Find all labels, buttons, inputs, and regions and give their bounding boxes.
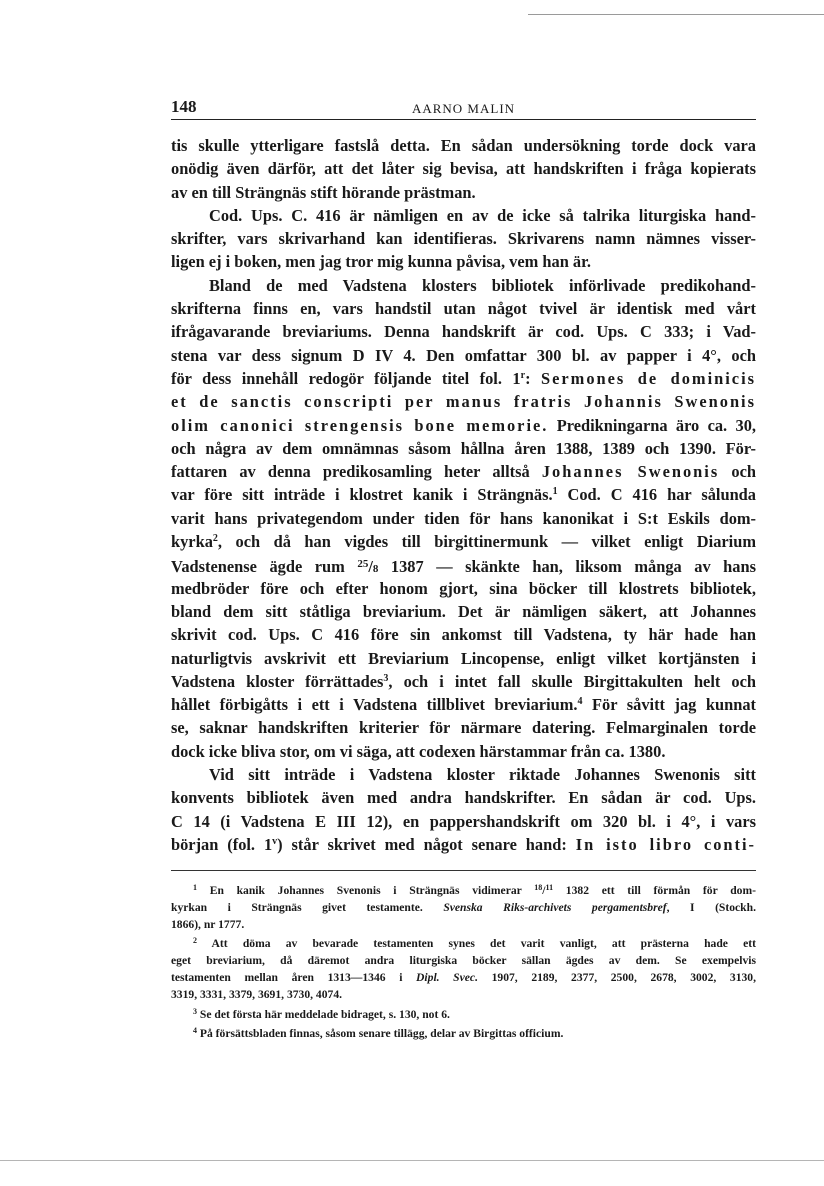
text-segment: och — [719, 462, 756, 482]
text-segment: 1387 — skänkte han, liksom många av hans — [378, 557, 756, 577]
text-segment: början (fol. 1 — [171, 834, 273, 854]
text-line — [171, 414, 756, 437]
text-segment: kyrkan i Strängnäs givet testamente. — [171, 900, 444, 914]
footnote-line — [171, 933, 756, 953]
text-segment: Predikningarna äro ca. 30, — [548, 415, 756, 435]
text-line: skrifterna finns en, vars handstil utan något tvivel är identisk med vårt — [171, 299, 756, 319]
text-segment: fattaren av denna predikosamling heter alltså — [171, 462, 542, 482]
text-segment: , och då han vigdes till birgittinermunk — vilket enligt Diarium — [217, 532, 756, 552]
text-line: dock icke bliva stor, om vi säga, att codexen härstammar från ca. 1380. — [171, 741, 666, 761]
footnotes — [171, 880, 756, 1043]
date-denominator: 11 — [545, 883, 554, 892]
spaced-latin-title: Sermones de dominicis — [541, 368, 757, 388]
footnote-line — [171, 970, 756, 987]
footnote-rule — [171, 870, 756, 871]
text-line — [171, 693, 756, 716]
scan-edge-bottom — [0, 1160, 824, 1161]
footnote-ref: 1 — [552, 486, 558, 498]
date-numerator: 18 — [534, 883, 543, 892]
text-segment: Se det första här meddelade bidraget, s. 130, not 6. — [199, 1007, 450, 1021]
text-line: varit hans privategendom under tiden för hans kanonikat i S:t Eskils dom- — [171, 508, 756, 528]
date-slash: / — [368, 557, 373, 577]
text-line — [171, 833, 756, 856]
footnote-line: 3319, 3331, 3379, 3691, 3730, 4074. — [171, 987, 343, 1001]
text-line: bland dem sitt ståtliga breviarium. Det är nämligen säkert, att Johannes — [171, 601, 756, 621]
text-segment: Att döma av bevarade testamenten synes det varit vanligt, att prästerna hade ett — [211, 937, 756, 951]
text-segment: 1382 ett till förmån för dom- — [553, 884, 756, 897]
text-line: stena var dess signum D IV 4. Den omfattar 300 bl. av papper i 4°, och — [171, 345, 756, 365]
footnote-number: 3 — [193, 1006, 197, 1016]
footnote-line — [171, 1004, 756, 1024]
text-line — [171, 530, 756, 553]
superscript: v — [272, 835, 278, 847]
spaced-latin-title: et de sanctis conscripti per manus fratris Johannis Swenonis — [171, 392, 756, 412]
text-line: av en till Strängnäs stift hörande prästman. — [171, 182, 476, 202]
text-line: och några av dem omnämnas såsom hållna åren 1388, 1389 och 1390. För- — [171, 438, 756, 458]
text-segment: : — [525, 368, 542, 388]
text-line: ligen ej i boken, men jag tror mig kunna påvisa, vem han är. — [171, 252, 591, 272]
text-line — [171, 367, 756, 390]
footnote-ref: 4 — [577, 696, 583, 708]
footnote-line: 1866), nr 1777. — [171, 917, 245, 931]
date-denominator: 8 — [372, 563, 379, 576]
text-line: skrifter, vars skrivarhand kan identifieras. Skrivarens namn nämnes visser- — [171, 229, 756, 249]
footnote-ref: 3 — [383, 672, 389, 684]
text-segment: En kanik Johannes Svenonis i Strängnäs vidimerar — [209, 884, 535, 897]
text-segment: hållet förbigåtts i ett i Vadstena tillblivet breviarium. — [171, 695, 578, 715]
text-segment: På försättsbladen finnas, såsom senare tillägg, delar av Birgittas officium. — [199, 1027, 564, 1041]
text-line: Bland de med Vadstena klosters bibliotek införlivade predikohand- — [209, 275, 756, 295]
text-segment: För såvitt jag kunnat — [582, 695, 757, 715]
footnote-number: 2 — [193, 936, 197, 946]
spaced-latin-title: olim canonici strengensis bone memorie. — [171, 415, 549, 435]
text-line — [171, 460, 756, 483]
footnote-ref: 2 — [212, 533, 218, 545]
text-line: skrivit cod. Ups. C 416 före sin ankomst till Vadstena, ty här hade han — [171, 625, 756, 645]
text-line: onödig även därför, att det låter sig bevisa, att handskriften i fråga kopierats — [171, 159, 756, 179]
text-segment: ) står skrivet med något senare hand: — [277, 834, 576, 854]
body-text — [171, 134, 756, 856]
text-segment: för dess innehåll redogör följande titel fol. 1 — [171, 368, 521, 388]
citation-title: Svenska Riks-archivets pergamentsbref — [443, 900, 667, 914]
spaced-latin-title: In isto libro conti- — [575, 834, 757, 854]
text-line: ifrågavarande breviariums. Denna handskrift är cod. Ups. C 333; i Vad- — [171, 322, 756, 342]
text-line: Cod. Ups. C. 416 är nämligen en av de icke så talrika liturgiska hand- — [209, 205, 756, 225]
text-line — [171, 483, 756, 506]
text-line — [171, 670, 756, 693]
date-slash: / — [542, 884, 546, 897]
citation-title: Dipl. Svec. — [416, 970, 478, 984]
date-numerator: 25 — [357, 558, 369, 571]
footnote-number: 1 — [193, 883, 197, 892]
text-segment: kyrka — [171, 532, 213, 552]
text-segment: testamenten mellan åren 1313—1346 i — [171, 970, 417, 984]
text-segment: , I (Stockh. — [666, 900, 756, 914]
text-segment: , och i intet fall skulle Birgittakulten helt och — [388, 671, 756, 691]
page-number: 148 — [171, 97, 197, 116]
text-line: medbröder före och efter honom gjort, sina böcker till klostrets bibliotek, — [171, 578, 756, 598]
text-segment: Cod. C 416 har sålunda — [557, 485, 756, 505]
text-segment: 1907, 2189, 2377, 2500, 2678, 3002, 3130, — [477, 970, 756, 984]
footnote-line — [171, 880, 756, 900]
footnote-line — [171, 900, 756, 917]
running-head: AARNO MALIN — [411, 101, 516, 116]
text-line: se, saknar handskriften kriterier för närmare datering. Felmarginalen torde — [171, 718, 756, 738]
text-line: tis skulle ytterligare fastslå detta. En sådan undersökning torde dock vara — [171, 136, 756, 155]
footnote-line: eget breviarium, då däremot andra liturgiska böcker sällan ägdes av dem. Se exempelvis — [171, 954, 756, 968]
text-line: konvents bibliotek även med andra handskrifter. En sådan är cod. Ups. — [171, 788, 756, 808]
superscript: r — [520, 369, 526, 381]
footnote-number: 4 — [193, 1026, 197, 1036]
spaced-name: Johannes Swenonis — [541, 462, 720, 482]
text-line: Vid sitt inträde i Vadstena kloster riktade Johannes Swenonis sitt — [209, 765, 756, 785]
page-header — [171, 97, 756, 120]
text-line: naturligtvis avskrivit ett Breviarium Lincopense, enligt vilket kortjänsten i — [171, 648, 756, 668]
text-segment: Vadstena kloster förrättades — [171, 671, 384, 691]
text-segment: Vadstenense ägde rum — [171, 557, 358, 577]
scan-edge-top — [528, 14, 824, 15]
text-line — [171, 553, 756, 576]
footnote-line — [171, 1023, 756, 1043]
text-line: C 14 (i Vadstena E III 12), en pappershandskrift om 320 bl. i 4°, i vars — [171, 811, 756, 831]
text-segment: var före sitt inträde i klostret kanik i Strängnäs. — [171, 485, 553, 505]
